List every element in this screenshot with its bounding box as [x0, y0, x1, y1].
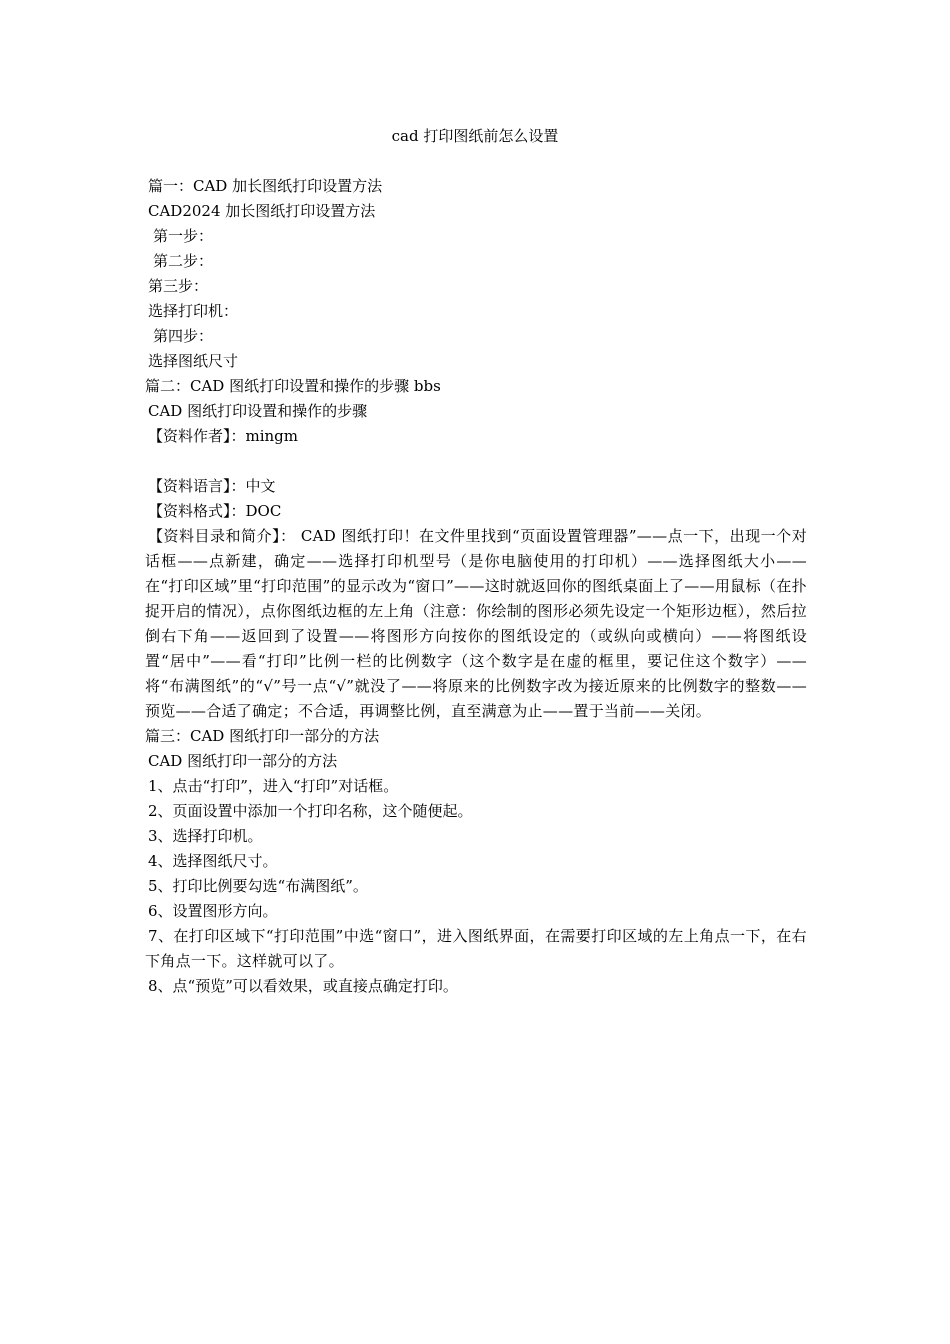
part3-item: 2、页面设置中添加一个打印名称，这个随便起。: [148, 802, 473, 820]
blank-line: [145, 449, 807, 474]
part1-select-printer: 选择打印机：: [148, 302, 239, 320]
part1-step4: 第四步：: [153, 327, 214, 345]
part1-step2: 第二步：: [153, 252, 214, 270]
part2-summary: 【资料目录和简介】： CAD 图纸打印！在文件里找到“页面设置管理器”——点一下，出现一个对话框——点新建，确定——选择打印机型号（是你电脑使用的打印机）——选择图纸大小——在“打印区域”里“打印范围”的显示改为“窗口”——这时就返回你的图纸桌面上了——用鼠标（在扑捉开启的情况），点你图纸边框的左上角（注意：你绘制的图形必须先设定一个矩形边框），然后拉倒右下角——返回到了设置——将图形方向按你的图纸设定的（或纵向或横向）——将图纸设置“居中”——看“打印”比例一栏的比例数字（这个数字是在虚的框里，要记住这个数字）——将“布满图纸”的“√”号一点“√”就没了——将原来的比例数字改为接近原来的比例数字的整数——预览——合适了确定；不合适，再调整比例，直至满意为止——置于当前——关闭。: [145, 527, 807, 720]
part2-author: 【资料作者】：mingm: [148, 427, 299, 445]
document-body: [145, 174, 807, 999]
part2-heading: 篇二：CAD 图纸打印设置和操作的步骤 bbs: [145, 377, 441, 395]
part1-heading: 篇一：CAD 加长图纸打印设置方法: [148, 177, 383, 195]
part3-item: 3、选择打印机。: [148, 827, 263, 845]
part3-item: 4、选择图纸尺寸。: [148, 852, 278, 870]
part2-subtitle: CAD 图纸打印设置和操作的步骤: [148, 402, 368, 420]
part3-item: 7、在打印区域下“打印范围”中选“窗口”，进入图纸界面，在需要打印区域的左上角点一下，在右下角点一下。这样就可以了。: [145, 927, 807, 970]
part3-subtitle: CAD 图纸打印一部分的方法: [148, 752, 338, 770]
part3-item: 5、打印比例要勾选“布满图纸”。: [148, 877, 368, 895]
part3-item: 1、点击“打印”，进入“打印”对话框。: [148, 777, 399, 795]
document-title: cad 打印图纸前怎么设置: [391, 127, 559, 145]
part1-subtitle: CAD2024 加长图纸打印设置方法: [148, 202, 376, 220]
part2-format: 【资料格式】：DOC: [148, 502, 282, 520]
part3-heading: 篇三：CAD 图纸打印一部分的方法: [145, 727, 380, 745]
part3-item: 6、设置图形方向。: [148, 902, 278, 920]
part1-select-paper: 选择图纸尺寸: [148, 352, 239, 370]
part2-language: 【资料语言】：中文: [148, 477, 276, 495]
part1-step3: 第三步：: [148, 277, 209, 295]
part1-step1: 第一步：: [153, 227, 214, 245]
part3-item: 8、点“预览”可以看效果，或直接点确定打印。: [148, 977, 458, 995]
